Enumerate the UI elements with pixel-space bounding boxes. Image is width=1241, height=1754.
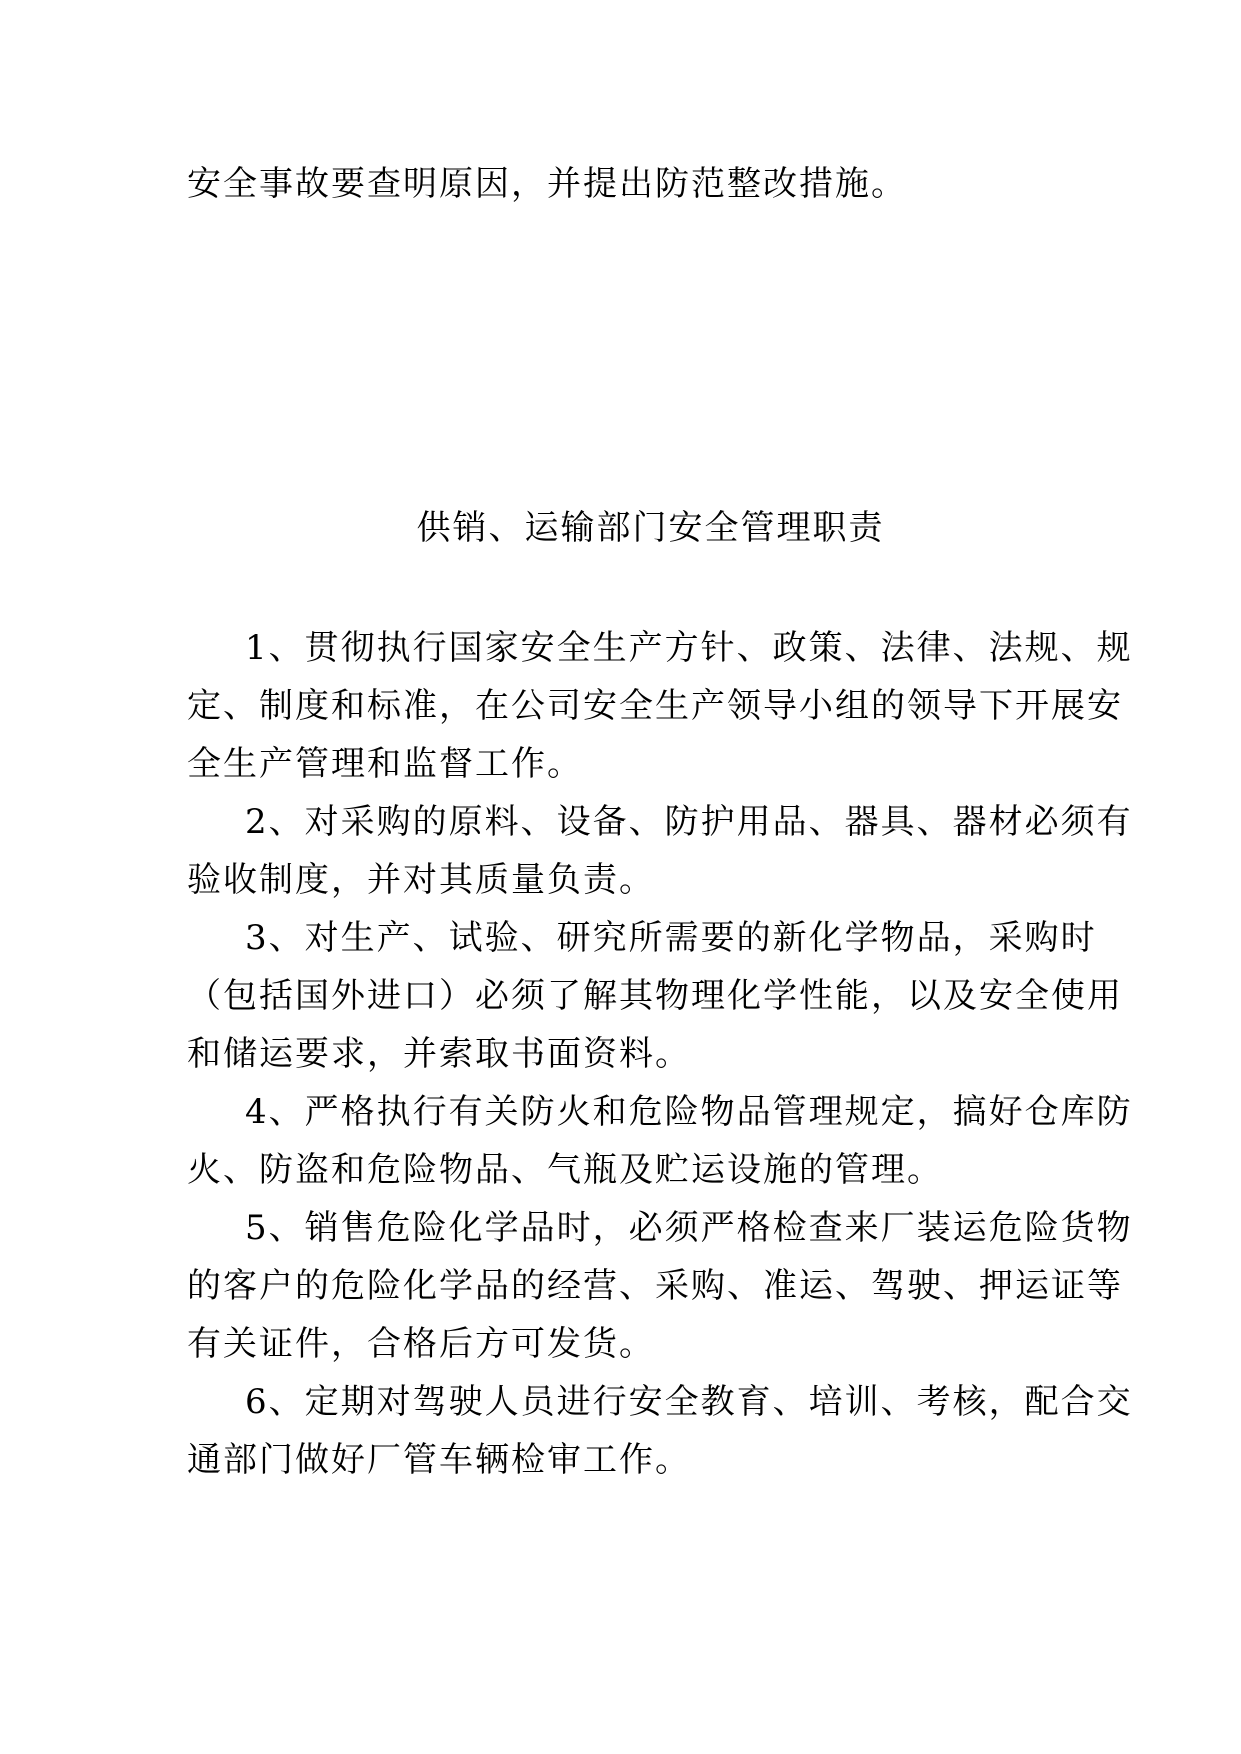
item-2-line-2: 验收制度，并对其质量负责。 — [187, 860, 655, 900]
item-5-line-2: 的客户的危险化学品的经营、采购、准运、驾驶、押运证等 — [187, 1266, 1123, 1306]
item-5-line-1: 5、销售危险化学品时，必须严格检查来厂装运危险货物 — [245, 1208, 1133, 1248]
item-6-line-2: 通部门做好厂管车辆检审工作。 — [187, 1440, 691, 1480]
item-2-line-1: 2、对采购的原料、设备、防护用品、器具、器材必须有 — [245, 802, 1133, 842]
item-4-line-2: 火、防盗和危险物品、气瓶及贮运设施的管理。 — [187, 1150, 943, 1190]
intro-line: 安全事故要查明原因，并提出防范整改措施。 — [187, 164, 907, 204]
item-1-line-3: 全生产管理和监督工作。 — [187, 744, 583, 784]
item-5-line-3: 有关证件，合格后方可发货。 — [187, 1324, 655, 1364]
item-3-line-3: 和储运要求，并索取书面资料。 — [187, 1034, 691, 1074]
item-6-line-1: 6、定期对驾驶人员进行安全教育、培训、考核，配合交 — [245, 1382, 1133, 1422]
item-1-line-2: 定、制度和标准，在公司安全生产领导小组的领导下开展安 — [187, 686, 1123, 726]
item-3-line-2: （包括国外进口）必须了解其物理化学性能，以及安全使用 — [187, 976, 1123, 1016]
item-1-line-1: 1、贯彻执行国家安全生产方针、政策、法律、法规、规 — [245, 628, 1133, 668]
item-4-line-1: 4、严格执行有关防火和危险物品管理规定，搞好仓库防 — [245, 1092, 1133, 1132]
item-3-line-1: 3、对生产、试验、研究所需要的新化学物品，采购时 — [245, 918, 1097, 958]
section-title: 供销、运输部门安全管理职责 — [416, 508, 885, 548]
